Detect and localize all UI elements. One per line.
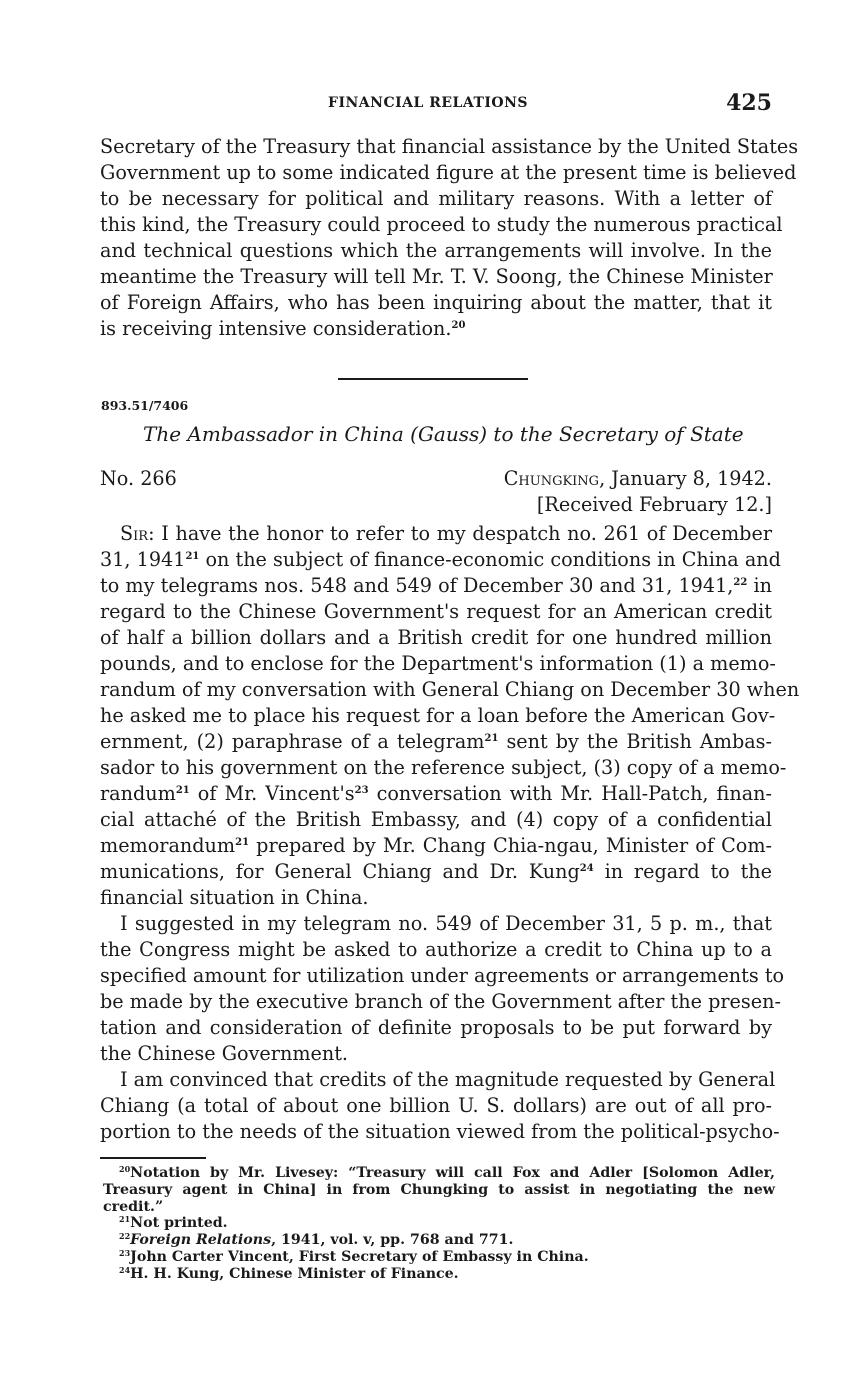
text-line: randum of my conversation with General Chiang on December 30 when xyxy=(100,678,800,701)
text-line: pounds, and to enclose for the Department's information (1) a memo- xyxy=(100,652,776,675)
text-line: meantime the Treasury will tell Mr. T. V. Soong, the Chinese Minister xyxy=(100,265,773,288)
footnote-ref: 24 xyxy=(579,863,594,874)
text-line: of half a billion dollars and a British credit for one hundred million xyxy=(100,626,772,649)
text-line: be made by the executive branch of the Government after the presen- xyxy=(100,990,781,1013)
text-line: I suggested in my telegram no. 549 of December 31, 5 p. m., that xyxy=(120,912,772,935)
text-line: munications, for General Chiang and Dr. Kung$^{24}$ in regard to the xyxy=(100,860,772,883)
footnote-20: $^{20}$Notation by Mr. Livesey: “Treasury will call Fox and Adler [Solomon Adler, xyxy=(119,1164,775,1181)
body-paragraph-1 xyxy=(100,521,800,911)
text-line: portion to the needs of the situation viewed from the political-psycho- xyxy=(100,1120,780,1143)
text-line: the Chinese Government. xyxy=(100,1042,349,1065)
footnote-ref: 22 xyxy=(733,577,748,588)
footnote-ref: 21 xyxy=(175,785,190,796)
text-line: and technical questions which the arrangements will involve. In the xyxy=(100,239,772,262)
footnote-ref: 21 xyxy=(185,551,200,562)
text-line: to my telegrams nos. 548 and 549 of December 30 and 31, 1941,22 in xyxy=(100,574,772,597)
text-line: sador to his government on the reference subject, (3) copy of a memo- xyxy=(100,756,787,779)
body-paragraph-3 xyxy=(100,1067,780,1145)
footnote-number: 20 xyxy=(119,1164,131,1174)
text-line: Secretary of the Treasury that financial assistance by the United States xyxy=(100,135,799,158)
text-line: the Congress might be asked to authorize a credit to China up to a xyxy=(100,938,772,961)
running-header xyxy=(100,90,772,117)
place-name: Chungking xyxy=(503,467,600,490)
text-line: Chiang (a total of about one billion U. S. dollars) are out of all pro- xyxy=(100,1094,772,1117)
text-line: of Foreign Affairs, who has been inquiring about the matter, that it xyxy=(100,291,772,314)
footnotes xyxy=(103,1165,775,1283)
footnote-ref: 21 xyxy=(484,733,499,744)
footnote-23: $^{23}$John Carter Vincent, First Secretary of Embassy in China. xyxy=(119,1247,589,1265)
running-head-title: FINANCIAL RELATIONS xyxy=(328,95,529,111)
page-number: 425 xyxy=(726,90,772,116)
text-line: regard to the Chinese Government's request for an American credit xyxy=(100,600,772,623)
text-line: I am convinced that credits of the magnitude requested by General xyxy=(120,1068,776,1091)
place-and-date xyxy=(504,467,772,490)
text-line: randum$^{21}$ of Mr. $Vincent's^{23}$ conversation with Mr. Hall-Patch, finan- xyxy=(100,782,772,805)
despatch-number: No. 266 xyxy=(100,467,177,490)
text-line: memorandum$^{21}$ prepared by Mr. Chang Chia-ngau, Minister of Com- xyxy=(100,834,772,857)
text-line: Government up to some indicated figure at the present time is believed xyxy=(100,161,797,184)
footnote-number: 23 xyxy=(119,1247,131,1258)
footnote-20-continued: Treasury agent in China] in from Chungking to assist in negotiating the new xyxy=(103,1181,775,1198)
footnote-20-continued: credit.” xyxy=(103,1198,164,1215)
text-line: Sir: I have the honor to refer to my despatch no. 261 of December xyxy=(120,522,772,545)
document-title: The Ambassador in China (Gauss) to the Secretary of State xyxy=(143,422,744,446)
footnote-number: 21 xyxy=(119,1214,131,1225)
text-line: financial situation in China. xyxy=(100,886,369,909)
footnote-number: 24 xyxy=(119,1264,131,1275)
salutation: Sir xyxy=(120,522,149,545)
text-line: tation and consideration of definite proposals to be put forward by xyxy=(100,1016,772,1039)
footnote-24: $^{24}$H. H. Kung, Chinese Minister of Finance. xyxy=(119,1264,459,1282)
text-line: this kind, the Treasury could proceed to study the numerous practical xyxy=(100,213,783,236)
text-line: he asked me to place his request for a loan before the American Gov- xyxy=(100,704,776,727)
footnote-ref: 23 xyxy=(354,785,369,796)
footnote-21: $^{21}$Not printed. xyxy=(119,1214,228,1232)
footnote-ref: 20 xyxy=(451,320,466,331)
text-line: ernment, (2) paraphrase of a telegram$^{21}$ sent by the British Ambas- xyxy=(100,730,772,753)
continuation-paragraph xyxy=(100,134,799,342)
text-line: to be necessary for political and military reasons. With a letter of xyxy=(100,187,772,210)
text-line: is receiving intensive consideration.$^{20}$ xyxy=(100,317,466,340)
footnote-divider xyxy=(100,1157,206,1159)
date: , January 8, 1942. xyxy=(599,467,772,490)
footnote-22: $^{22}$Foreign Relations, 1941, vol. v, pp. 768 and 771. xyxy=(119,1231,514,1249)
text-line: specified amount for utilization under agreements or arrangements to xyxy=(100,964,785,987)
text-line: cial attaché of the British Embassy, and (4) copy of a confidential xyxy=(100,808,772,831)
received-date: [Received February 12.] xyxy=(536,493,772,516)
body-paragraph-2 xyxy=(100,911,785,1067)
text-line: 31, 1941$^{21}$ on the subject of finance-economic conditions in China and xyxy=(100,548,781,571)
file-number: 893.51/7406 xyxy=(101,398,189,413)
footnote-ref: 21 xyxy=(235,837,250,848)
section-divider xyxy=(338,378,528,380)
footnote-number: 22 xyxy=(119,1231,131,1242)
